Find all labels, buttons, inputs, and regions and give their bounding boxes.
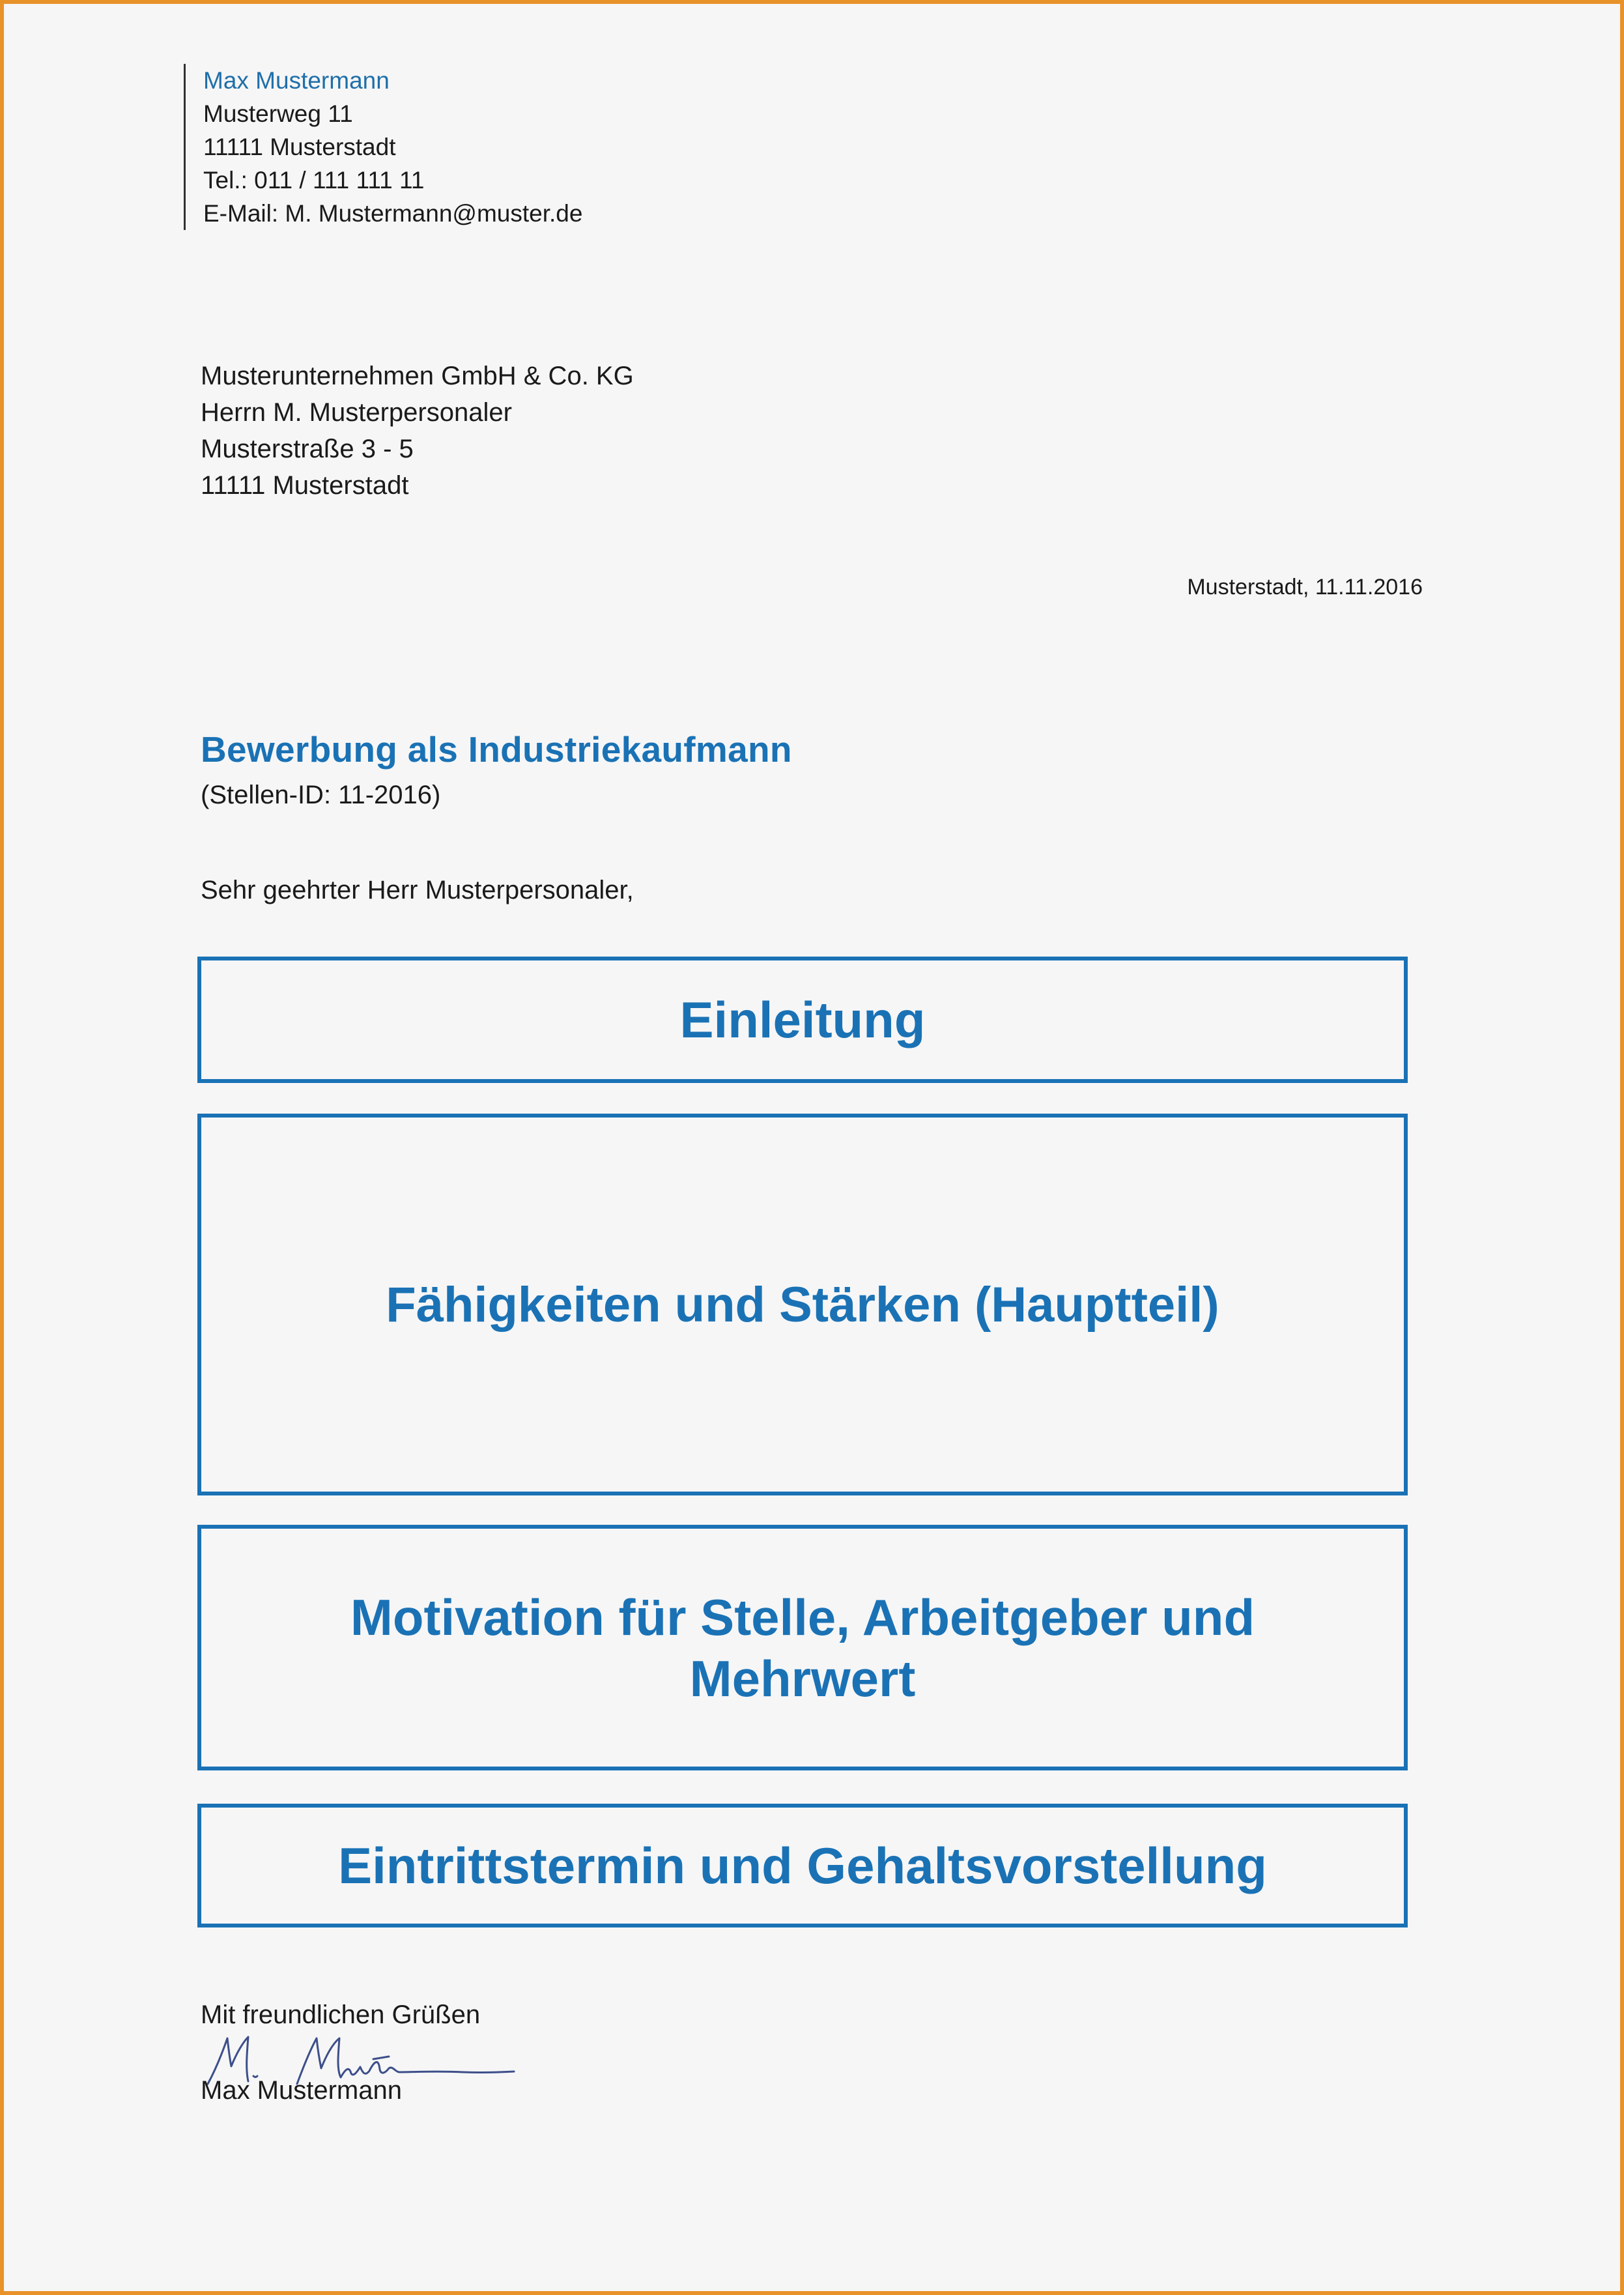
signer-name: Max Mustermann — [201, 2076, 402, 2105]
section-start-label: Eintrittstermin und Gehaltsvorstellung — [338, 1836, 1267, 1894]
sender-street: Musterweg 11 — [203, 100, 353, 127]
recipient-city: 11111 Musterstadt — [201, 471, 409, 500]
job-id: (Stellen-ID: 11-2016) — [201, 781, 441, 809]
section-motivation-label: Motivation für Stelle, Arbeitgeber und Mehrwert — [350, 1588, 1255, 1707]
recipient-company: Musterunternehmen GmbH & Co. KG — [201, 362, 634, 390]
salutation: Sehr geehrter Herr Musterpersonaler, — [201, 876, 634, 904]
letter-date: Musterstadt, 11.11.2016 — [1187, 575, 1423, 599]
recipient-contact: Herrn M. Musterpersonaler — [201, 398, 512, 427]
section-intro-label: Einleitung — [679, 990, 926, 1048]
recipient-block — [201, 358, 634, 504]
sender-email: E-Mail: M. Mustermann@muster.de — [203, 200, 583, 227]
sender-name: Max Mustermann — [203, 67, 390, 94]
letter-subject: Bewerbung als Industriekaufmann — [201, 729, 792, 770]
sender-block — [184, 64, 582, 230]
recipient-street: Musterstraße 3 - 5 — [201, 435, 414, 463]
section-main-box — [197, 1114, 1408, 1495]
section-intro-box — [197, 957, 1408, 1083]
sender-city: 11111 Musterstadt — [203, 134, 396, 160]
section-start-box — [197, 1804, 1408, 1927]
sender-phone: Tel.: 011 / 111 111 11 — [203, 167, 425, 194]
closing-phrase: Mit freundlichen Grüßen — [201, 2000, 481, 2029]
section-motivation-box — [197, 1525, 1408, 1770]
section-main-label: Fähigkeiten und Stärken (Hauptteil) — [386, 1277, 1219, 1333]
